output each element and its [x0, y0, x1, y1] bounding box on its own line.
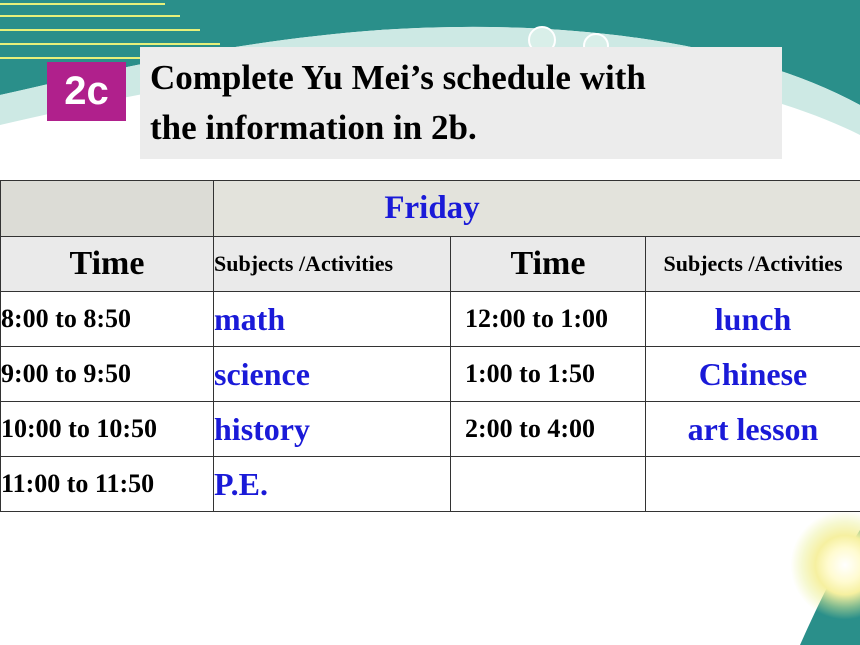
corner-cell — [1, 181, 214, 237]
time-cell: 9:00 to 9:50 — [1, 347, 214, 402]
time-cell: 12:00 to 1:00 — [451, 292, 646, 347]
time-cell — [451, 457, 646, 512]
header-time-left: Time — [1, 237, 214, 292]
subject-cell: Chinese — [646, 347, 860, 402]
header-row — [1, 237, 860, 292]
day-label: Friday — [384, 190, 480, 226]
table-row — [1, 457, 860, 512]
header-subjects-right: Subjects /Activities — [646, 237, 860, 292]
subject-cell: P.E. — [214, 457, 451, 512]
time-cell: 10:00 to 10:50 — [1, 402, 214, 457]
schedule-table — [0, 180, 860, 512]
time-cell: 2:00 to 4:00 — [451, 402, 646, 457]
table-row — [1, 292, 860, 347]
time-cell: 1:00 to 1:50 — [451, 347, 646, 402]
table-row — [1, 402, 860, 457]
subject-cell: lunch — [646, 292, 860, 347]
instruction-title — [140, 47, 782, 159]
title-line-1: Complete Yu Mei’s schedule with — [150, 58, 646, 97]
day-cell — [214, 181, 860, 237]
header-subjects-left: Subjects /Activities — [214, 237, 451, 292]
day-row — [1, 181, 860, 237]
time-cell: 11:00 to 11:50 — [1, 457, 214, 512]
subject-cell: science — [214, 347, 451, 402]
subject-cell: math — [214, 292, 451, 347]
title-line-2: the information in 2b. — [150, 108, 477, 147]
section-badge: 2c — [47, 62, 126, 121]
header-time-right: Time — [451, 237, 646, 292]
subject-cell: history — [214, 402, 451, 457]
table-row — [1, 347, 860, 402]
subject-cell: art lesson — [646, 402, 860, 457]
time-cell: 8:00 to 8:50 — [1, 292, 214, 347]
subject-cell — [646, 457, 860, 512]
